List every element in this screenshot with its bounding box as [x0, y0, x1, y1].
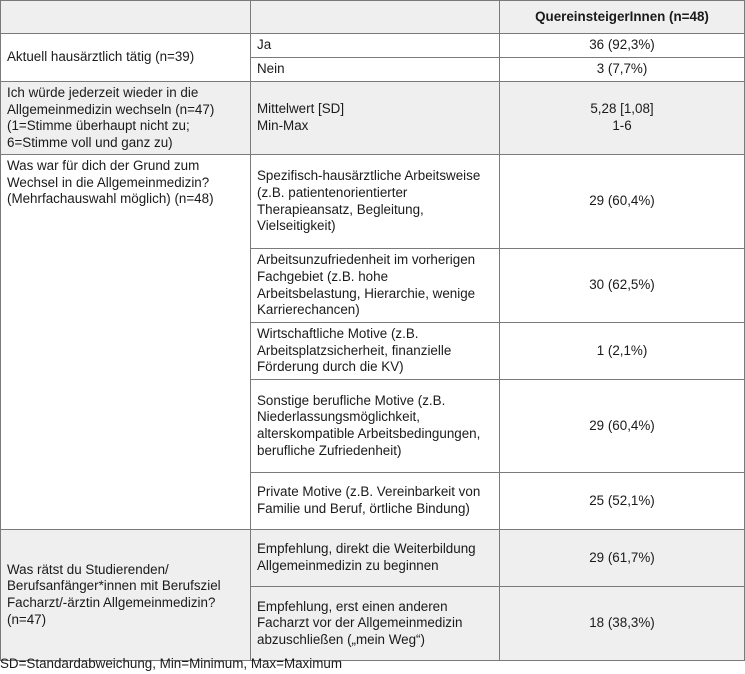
answer-label: Sonstige berufliche Motive (z.B. Niederlassungsmöglichkeit, alterskompatible Arbeitsbedingungen, berufliche Zufriedenheit) — [251, 380, 500, 473]
answer-value: 30 (62,5%) — [500, 249, 745, 323]
header-cell-group: QuereinsteigerInnen (n=48) — [500, 1, 745, 34]
answer-value: 36 (92,3%) — [500, 34, 745, 58]
answer-value: 29 (61,7%) — [500, 530, 745, 587]
question-switch-again: Ich würde jederzeit wieder in die Allgemeinmedizin wechseln (n=47) (1=Stimme überhaupt nicht zu; 6=Stimme voll und ganz zu) — [1, 82, 251, 155]
answer-label: Arbeitsunzufriedenheit im vorherigen Fachgebiet (z.B. hohe Arbeitsbelastung, Hierarchie, wenige Karrierechancen) — [251, 249, 500, 323]
table-row — [1, 155, 745, 249]
answer-label: Spezifisch-hausärztliche Arbeitsweise (z.B. patientenorientierter Therapieansatz, Begleitung, Vielseitigkeit) — [251, 155, 500, 249]
answer-label: Private Motive (z.B. Vereinbarkeit von Familie und Beruf, örtliche Bindung) — [251, 473, 500, 530]
header-cell-question — [1, 1, 251, 34]
answer-value: 1 (2,1%) — [500, 323, 745, 380]
answer-value: 3 (7,7%) — [500, 58, 745, 82]
question-reason: Was war für dich der Grund zum Wechsel in die Allgemeinmedizin? (Mehrfachauswahl möglich) (n=48) — [1, 155, 251, 530]
answer-label: Empfehlung, direkt die Weiterbildung Allgemeinmedizin zu beginnen — [251, 530, 500, 587]
header-row — [1, 1, 745, 34]
answer-value: 25 (52,1%) — [500, 473, 745, 530]
answer-label: Ja — [251, 34, 500, 58]
answer-value: 29 (60,4%) — [500, 155, 745, 249]
answer-label: Empfehlung, erst einen anderen Facharzt vor der Allgemeinmedizin abzuschließen („mein Weg“) — [251, 587, 500, 661]
question-advice: Was rätst du Studierenden/ Berufsanfänger*innen mit Berufsziel Facharzt/-ärztin Allgemeinmedizin? (n=47) — [1, 530, 251, 661]
table-row — [1, 530, 745, 587]
answer-value: 18 (38,3%) — [500, 587, 745, 661]
stat-values: 5,28 [1,08] 1-6 — [590, 101, 654, 133]
stat-labels: Mittelwert [SD] Min-Max — [257, 101, 345, 133]
question-practice: Aktuell hausärztlich tätig (n=39) — [1, 34, 251, 82]
table-row — [1, 34, 745, 58]
footnote: SD=Standardabweichung, Min=Minimum, Max=Maximum — [0, 656, 342, 671]
answer-label: Wirtschaftliche Motive (z.B. Arbeitsplatzsicherheit, finanzielle Förderung durch die KV) — [251, 323, 500, 380]
table-row — [1, 82, 745, 155]
answer-label: Nein — [251, 58, 500, 82]
answer-value: 29 (60,4%) — [500, 380, 745, 473]
header-cell-answer — [251, 1, 500, 34]
